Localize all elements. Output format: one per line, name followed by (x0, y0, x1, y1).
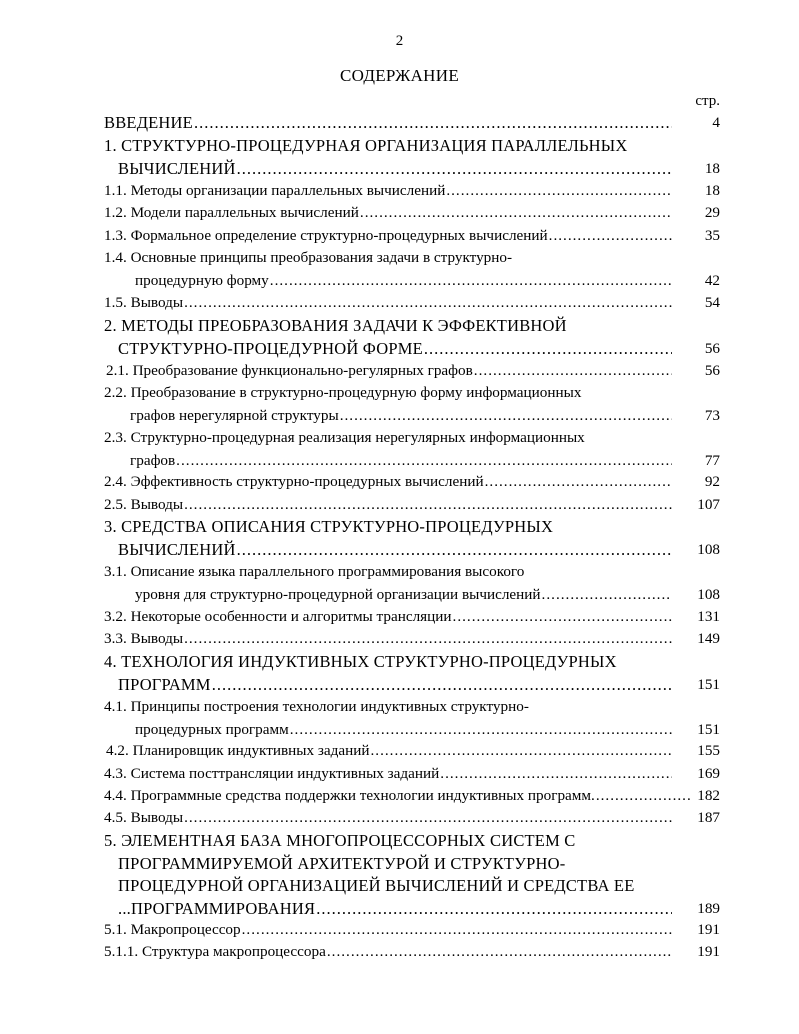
toc-entry-text: графов (130, 451, 176, 469)
toc-entry (104, 628, 672, 651)
toc-entry (104, 112, 672, 135)
toc-page-number: 108 (697, 585, 720, 603)
dot-leader (184, 807, 672, 830)
toc-entry-text: 2.4. Эффективность структурно-процедурных вычислений (104, 473, 484, 490)
toc-entry-text: ВВЕДЕНИЕ (104, 113, 193, 132)
dot-leader (327, 941, 672, 964)
dot-leader (360, 202, 672, 225)
toc-entry-text: ПРОГРАММ (118, 674, 211, 694)
toc-page-number: 35 (704, 227, 720, 244)
toc-page-number: 131 (697, 608, 720, 625)
dot-leader (242, 919, 672, 942)
toc-entry (104, 180, 672, 203)
toc-entry (104, 315, 672, 360)
toc-page-number: 18 (704, 182, 720, 199)
toc-entry (104, 382, 672, 427)
dot-leader (184, 292, 672, 315)
dot-leader (446, 180, 672, 203)
toc-entry (104, 785, 690, 808)
toc-page-number: 191 (697, 921, 720, 938)
dot-leader (184, 494, 672, 517)
toc-entry-text: 3.2. Некоторые особенности и алгоритмы трансляции (104, 608, 452, 625)
toc-entry (104, 247, 672, 292)
toc-entry-text: 3.1. Описание языка параллельного программирования высокого (104, 563, 525, 580)
dot-leader (194, 112, 672, 135)
page-title: СОДЕРЖАНИЕ (339, 66, 460, 85)
toc-entry-text: 4. ТЕХНОЛОГИЯ ИНДУКТИВНЫХ СТРУКТУРНО-ПРОЦЕДУРНЫХ (104, 652, 617, 671)
dot-leader (549, 225, 672, 248)
dot-leader (237, 158, 672, 181)
dot-leader (290, 719, 672, 742)
dot-leader (596, 785, 690, 808)
toc-page-number: 77 (704, 451, 720, 469)
dot-leader (270, 270, 672, 293)
toc-entry-text: 3.3. Выводы (104, 630, 184, 647)
toc-entry-text: 1.2. Модели параллельных вычислений (104, 204, 359, 221)
toc-entry (104, 427, 672, 472)
dot-leader (542, 584, 672, 607)
dot-leader (340, 405, 672, 428)
toc-entry-text: 2.3. Структурно-процедурная реализация нерегулярных информационных (104, 429, 585, 446)
toc-entry-text: 2. МЕТОДЫ ПРЕОБРАЗОВАНИЯ ЗАДАЧИ К ЭФФЕКТИВНОЙ (104, 316, 567, 335)
toc-page-number: 56 (704, 339, 720, 357)
toc-entry (106, 360, 672, 383)
dot-leader (440, 763, 672, 786)
toc-entry-text: 2.2. Преобразование в структурно-процедурную форму информационных (104, 384, 582, 401)
toc-entry-text: 4.1. Принципы построения технологии индуктивных структурно- (104, 698, 529, 715)
toc-page-number: 92 (704, 473, 720, 490)
page-column-label: стр. (695, 93, 720, 109)
toc-entry-text: 4.2. Планировщик индуктивных заданий (106, 742, 370, 759)
toc-entry-text: 2.5. Выводы (104, 496, 184, 513)
toc-entry (104, 202, 672, 225)
toc-entry (104, 919, 672, 942)
toc-page-number: 4 (712, 114, 720, 131)
toc-page-number: 191 (697, 943, 720, 960)
toc-entry-text: 5.1. Макропроцессор (104, 921, 241, 938)
toc-page-number: 182 (697, 787, 720, 804)
dot-leader (184, 628, 672, 651)
toc-entry-text: процедурных программ (135, 720, 289, 738)
toc-entry-text: 1. СТРУКТУРНО-ПРОЦЕДУРНАЯ ОРГАНИЗАЦИЯ ПАРАЛЛЕЛЬНЫХ (104, 136, 628, 155)
toc-entry (104, 807, 672, 830)
dot-leader (453, 606, 672, 629)
toc-page-number: 151 (697, 675, 720, 693)
toc-entry-text: ПРОГРАММИРУЕМОЙ АРХИТЕКТУРОЙ И СТРУКТУРНО- (118, 853, 566, 873)
toc-entry-text: 5.1.1. Структура макропроцессора (104, 943, 326, 960)
toc-page-number: 18 (704, 159, 720, 177)
toc-page-number: 73 (704, 406, 720, 424)
toc-entry (104, 561, 672, 606)
dot-leader (424, 338, 672, 361)
toc-entry-text: ВЫЧИСЛЕНИЙ (118, 158, 236, 178)
toc-page-number: 54 (704, 294, 720, 311)
dot-leader (176, 450, 672, 473)
toc-entry-text: графов нерегулярной структуры (130, 406, 339, 424)
toc-entry (104, 225, 672, 248)
toc-entry-text: уровня для структурно-процедурной организации вычислений (135, 585, 541, 603)
page-number: 2 (395, 33, 404, 49)
toc-entry (104, 494, 672, 517)
toc-entry-text: 4.4. Программные средства поддержки технологии индуктивных программ. (104, 787, 595, 804)
toc-page-number: 42 (704, 271, 720, 289)
toc-entry-text: 3. СРЕДСТВА ОПИСАНИЯ СТРУКТУРНО-ПРОЦЕДУРНЫХ (104, 517, 554, 536)
toc-entry-text: ВЫЧИСЛЕНИЙ (118, 539, 236, 559)
toc-entry (104, 292, 672, 315)
toc-entry (106, 740, 672, 763)
toc-page-number: 107 (697, 496, 720, 513)
toc-entry (104, 606, 672, 629)
toc-page-number: 151 (697, 720, 720, 738)
toc-entry (104, 651, 672, 696)
dot-leader (370, 740, 672, 763)
dot-leader (316, 898, 672, 921)
toc-entry-text: 1.5. Выводы (104, 294, 184, 311)
toc-page-number: 56 (704, 362, 720, 379)
toc-entry-text: процедурную форму (135, 271, 269, 289)
toc-page-number: 108 (697, 540, 720, 558)
toc-page-number: 29 (704, 204, 720, 221)
toc-page-number: 187 (697, 809, 720, 826)
toc-entry (104, 516, 672, 561)
toc-entry-text: 4.5. Выводы (104, 809, 184, 826)
toc-entry (104, 830, 672, 920)
toc-entry-text: 1.3. Формальное определение структурно-процедурных вычислений (104, 227, 548, 244)
toc-entry (104, 135, 672, 180)
toc-entry-text: 1.4. Основные принципы преобразования задачи в структурно- (104, 249, 513, 266)
toc-entry (104, 763, 672, 786)
dot-leader (474, 360, 672, 383)
toc-entry-text: ПРОЦЕДУРНОЙ ОРГАНИЗАЦИЕЙ ВЫЧИСЛЕНИЙ И СРЕДСТВА ЕЕ (118, 876, 635, 895)
toc-entry-text: 1.1. Методы организации параллельных вычислений (104, 182, 446, 199)
toc-page-number: 189 (697, 899, 720, 917)
toc-entry-text: 5. ЭЛЕМЕНТНАЯ БАЗА МНОГОПРОЦЕССОРНЫХ СИСТЕМ С (104, 831, 576, 850)
toc-page-number: 155 (697, 742, 720, 759)
toc-page-number: 149 (697, 630, 720, 647)
toc-entry-text: СТРУКТУРНО-ПРОЦЕДУРНОЙ ФОРМЕ (118, 338, 423, 358)
dot-leader (212, 674, 672, 697)
dot-leader (237, 539, 672, 562)
toc-entry-text: 4.3. Система посттрансляции индуктивных заданий (104, 765, 440, 782)
toc-page-number: 169 (697, 765, 720, 782)
toc-entry (104, 471, 672, 494)
toc-entry (104, 696, 672, 741)
toc-entry-text: 2.1. Преобразование функционально-регулярных графов (106, 362, 473, 379)
toc-entry-text: ...ПРОГРАММИРОВАНИЯ (118, 898, 316, 918)
dot-leader (485, 471, 672, 494)
toc-entry (104, 941, 672, 964)
